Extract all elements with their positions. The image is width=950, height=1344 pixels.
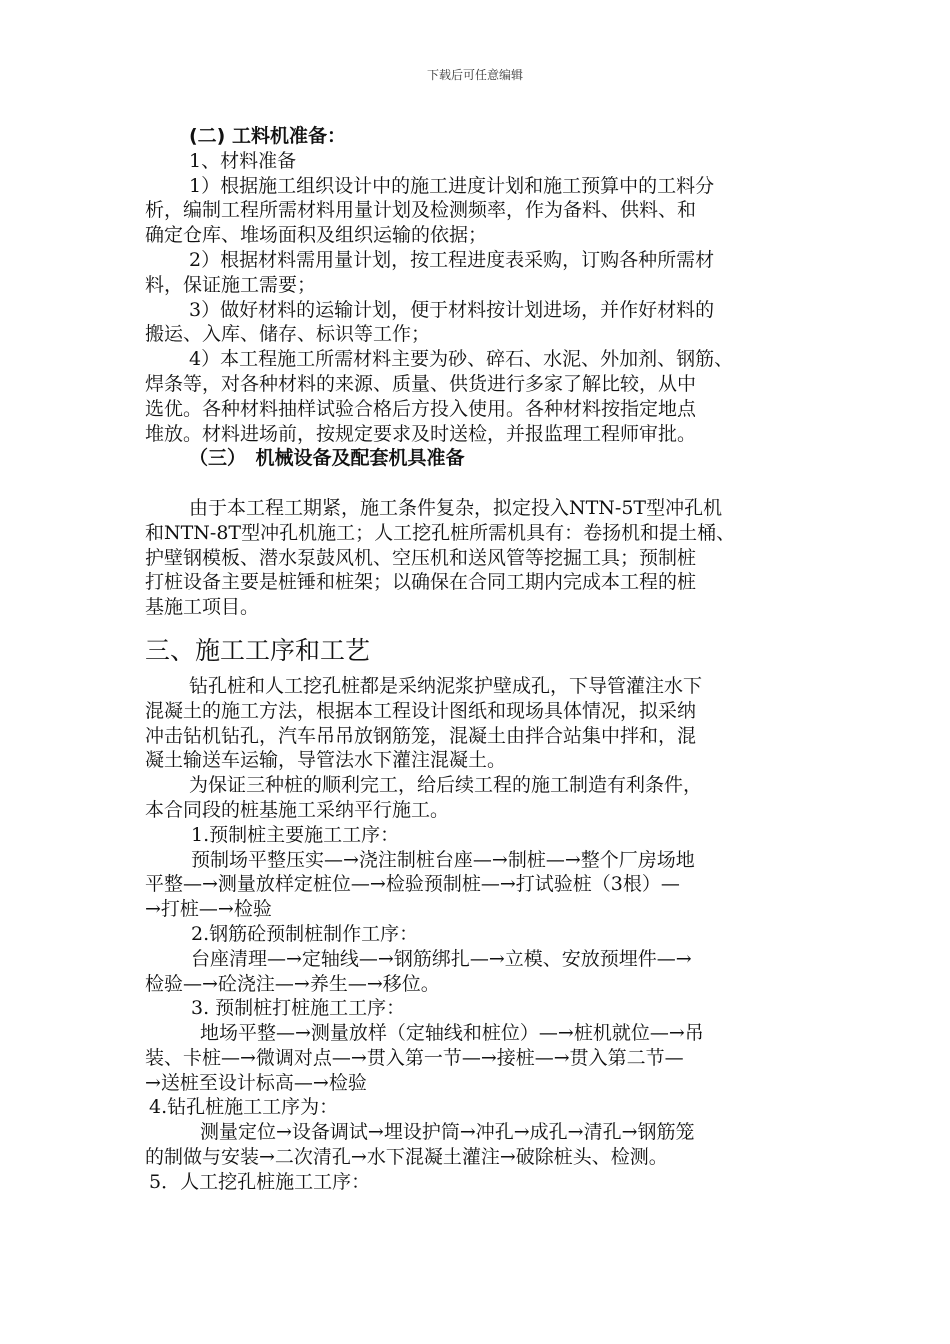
paragraph-line: 护壁钢模板、潜水泵鼓风机、空压机和送风管等挖掘工具；预制桩 xyxy=(145,546,697,569)
paragraph-line: 基施工项目。 xyxy=(145,596,260,619)
list-item-line: 检验—→砼浇注—→养生—→移位。 xyxy=(145,972,440,995)
list-item-line: 测量定位→设备调试→埋设护筒→冲孔→成孔→清孔→钢筋笼 xyxy=(200,1121,695,1144)
paragraph-line: 选优。各种材料抽样试验合格后方投入使用。各种材料按指定地点 xyxy=(145,397,697,420)
list-item-line: 地场平整—→测量放样（定轴线和桩位）—→桩机就位—→吊 xyxy=(200,1022,704,1045)
section-heading-materials-machines: (二) 工料机准备： xyxy=(189,125,346,147)
list-item-line: 装、卡桩—→微调对点—→贯入第一节—→接桩—→贯入第二节— xyxy=(145,1046,684,1069)
paragraph-line: 料，保证施工需要； xyxy=(145,273,317,296)
paragraph-line: 确定仓库、堆场面积及组织运输的依据； xyxy=(145,224,488,247)
paragraph-line: 堆放。材料进场前，按规定要求及时送检，并报监理工程师审批。 xyxy=(145,422,697,445)
list-item-title: 5．人工挖孔桩施工工序： xyxy=(149,1170,371,1193)
list-item-title: 4.钻孔桩施工工序为： xyxy=(149,1096,339,1119)
paragraph-line: 1）根据施工组织设计中的施工进度计划和施工预算中的工料分 xyxy=(189,174,715,197)
list-item-line: 的制做与安装→二次清孔→水下混凝土灌注→破除桩头、检测。 xyxy=(145,1146,668,1169)
chapter-heading-process: 三、施工工序和工艺 xyxy=(145,635,371,665)
subheading-material-prep: 1、材料准备 xyxy=(189,149,297,172)
section-heading-machinery: （三） 机械设备及配套机具准备 xyxy=(189,447,465,470)
paragraph-line: 钻孔桩和人工挖孔桩都是采纳泥浆护壁成孔，下导管灌注水下 xyxy=(189,674,703,697)
paragraph-line: 2）根据材料需用量计划，按工程进度表采购，订购各种所需材 xyxy=(189,248,715,271)
list-item-line: 台座清理—→定轴线—→钢筋绑扎—→立模、安放预埋件—→ xyxy=(191,947,692,970)
list-item-line: 预制场平整压实—→浇注制桩台座—→制桩—→整个厂房场地 xyxy=(191,848,695,871)
paragraph-line: 4）本工程施工所需材料主要为砂、碎石、水泥、外加剂、钢筋、 xyxy=(189,348,734,371)
paragraph-line: 为保证三种桩的顺利完工，给后续工程的施工制造有利条件， xyxy=(189,774,703,797)
list-item-line: →打桩—→检验 xyxy=(145,898,272,921)
paragraph-line: 凝土输送车运输，导管法水下灌注混凝土。 xyxy=(145,749,507,772)
paragraph-line: 冲击钻机钻孔，汽车吊吊放钢筋笼，混凝土由拌合站集中拌和，混 xyxy=(145,724,697,747)
blank-line xyxy=(145,471,825,496)
paragraph-line: 混凝土的施工方法，根据本工程设计图纸和现场具体情况，拟采纳 xyxy=(145,699,697,722)
page-header: 下载后可任意编辑 xyxy=(426,68,523,82)
list-item-title: 3. 预制桩打桩施工工序： xyxy=(191,997,406,1020)
paragraph-line: 由于本工程工期紧，施工条件复杂，拟定投入NTN-5T型冲孔机 xyxy=(189,496,723,519)
list-item-line: →送桩至设计标高—→检验 xyxy=(145,1071,367,1094)
paragraph-line: 3）做好材料的运输计划，便于材料按计划进场，并作好材料的 xyxy=(189,298,715,321)
paragraph-line: 焊条等，对各种材料的来源、质量、供货进行多家了解比较，从中 xyxy=(145,372,697,395)
paragraph-line: 和NTN-8T型冲孔机施工；人工挖孔桩所需机具有：卷扬机和提土桶、 xyxy=(145,521,736,544)
document-body xyxy=(145,124,825,1195)
list-item-title: 2.钢筋砼预制桩制作工序： xyxy=(191,922,419,945)
paragraph-line: 析，编制工程所需材料用量计划及检测频率，作为备料、供料、和 xyxy=(145,199,697,222)
paragraph-line: 打桩设备主要是桩锤和桩架；以确保在合同工期内完成本工程的桩 xyxy=(145,571,697,594)
paragraph-line: 本合同段的桩基施工采纳平行施工。 xyxy=(145,798,450,821)
list-item-title: 1.预制桩主要施工工序： xyxy=(191,823,400,846)
paragraph-line: 搬运、入库、储存、标识等工作； xyxy=(145,323,431,346)
list-item-line: 平整—→测量放样定桩位—→检验预制桩—→打试验桩（3根）— xyxy=(145,873,680,896)
